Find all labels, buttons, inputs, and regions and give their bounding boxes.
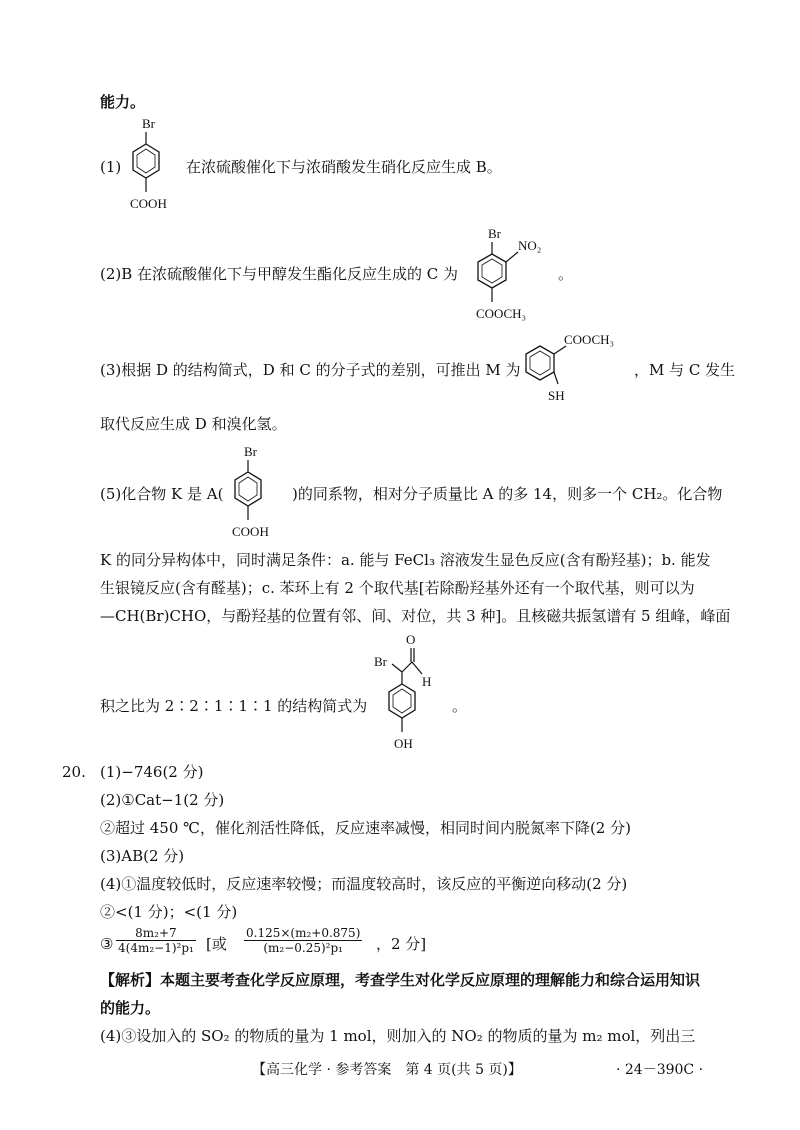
svg-text:Br: Br xyxy=(488,226,501,241)
q20-answer-1: (1)−746(2 分) xyxy=(100,763,204,781)
footer-code: · 24－390C · xyxy=(616,1062,704,1078)
fraction-2 xyxy=(244,926,362,955)
svg-text:COOCH₃: COOCH₃ xyxy=(476,306,527,321)
svg-text:SH: SH xyxy=(548,388,565,403)
q20-last-line: (4)③设加入的 SO₂ 的物质的量为 1 mol，则加入的 NO₂ 的物质的量为 m₂ mol，列出三 xyxy=(100,1027,696,1045)
q20-answer-2: (2)①Cat−1(2 分) xyxy=(100,791,225,809)
molecule-4-bromobenzoic-acid xyxy=(118,112,188,220)
score: ，2 分] xyxy=(376,935,427,953)
mol-label-cooh: COOH xyxy=(130,196,167,211)
q20-answer-4b: ②<(1 分)；<(1 分) xyxy=(100,903,238,921)
fraction-1-numerator: 8m₂+7 xyxy=(135,926,177,940)
svg-text:Br: Br xyxy=(374,654,387,669)
item5-prefix: (5)化合物 K 是 A( xyxy=(100,485,224,503)
q20-number: 20. xyxy=(62,763,86,781)
item5-line4: —CH(Br)CHO，与酚羟基的位置有邻、间、对位，共 3 种]。且核磁共振氢谱有 5 组峰，峰面 xyxy=(100,607,731,625)
q20-answer-4c-prefix: ③ xyxy=(100,935,114,953)
item5-line2: K 的同分异构体中，同时满足条件：a. 能与 FeCl₃ 溶液发生显色反应(含有酚羟基)；b. 能发 xyxy=(100,551,711,569)
item3-line2: 取代反应生成 D 和溴化氢。 xyxy=(100,415,287,433)
item2-text: (2)B 在浓硫酸催化下与甲醇发生酯化反应生成的 C 为 xyxy=(100,265,459,283)
q20-answer-3: (3)AB(2 分) xyxy=(100,847,185,865)
item1-text: 在浓硫酸催化下与浓硝酸发生硝化反应生成 B。 xyxy=(186,158,502,176)
item5-end: 。 xyxy=(452,697,468,715)
svg-text:OH: OH xyxy=(394,736,413,751)
fraction-1-denominator: 4(4m₂−1)²p₁ xyxy=(118,941,194,955)
svg-text:Br: Br xyxy=(244,444,257,459)
q20-answer-4: (4)①温度较低时，反应速率较慢；而温度较高时，该反应的平衡逆向移动(2 分) xyxy=(100,875,628,893)
item3-tail: ，M 与 C 发生 xyxy=(634,361,736,379)
mol-label-br: Br xyxy=(142,116,155,131)
fraction-1 xyxy=(116,926,196,955)
item2-end: 。 xyxy=(558,265,574,283)
item5-line5: 积之比为 2∶2∶1∶1∶1 的结构简式为 xyxy=(100,697,368,715)
fraction-2-numerator: 0.125×(m₂+0.875) xyxy=(246,926,361,940)
item5-line3: 生银镜反应(含有醛基)；c. 苯环上有 2 个取代基[若除酚羟基外还有一个取代基，则可以为 xyxy=(100,579,695,597)
or-bracket: [或 xyxy=(206,935,227,953)
top-line: 能力。 xyxy=(100,93,146,111)
svg-text:COOCH₃: COOCH₃ xyxy=(564,332,615,347)
q20-answer-2b: ②超过 450 ℃，催化剂活性降低，反应速率减慢，相同时间内脱氮率下降(2 分) xyxy=(100,819,631,837)
item5-suffix: )的同系物，相对分子质量比 A 的多 14，则多一个 CH₂。化合物 xyxy=(292,485,723,503)
svg-text:O: O xyxy=(406,632,416,647)
analysis-line2: 的能力。 xyxy=(100,999,161,1017)
fraction-2-denominator: (m₂−0.25)²p₁ xyxy=(244,940,362,955)
molecule-k xyxy=(370,628,470,756)
svg-text:COOH: COOH xyxy=(232,524,269,539)
svg-text:NO₂: NO₂ xyxy=(518,238,542,253)
item1-number: (1) xyxy=(100,158,122,176)
item3-text: (3)根据 D 的结构简式，D 和 C 的分子式的差别，可推出 M 为 xyxy=(100,361,521,379)
svg-text:H: H xyxy=(422,674,432,689)
analysis-text: 本题主要考查化学反应原理，考查学生对化学反应原理的理解能力和综合运用知识 xyxy=(160,971,701,989)
analysis-tag: 【解析】 xyxy=(100,971,161,989)
molecule-c xyxy=(470,222,570,326)
molecule-m xyxy=(518,328,638,408)
analysis-line xyxy=(100,970,700,990)
footer-page-info: 【高三化学 · 参考答案 第 4 页(共 5 页)】 xyxy=(252,1062,522,1078)
